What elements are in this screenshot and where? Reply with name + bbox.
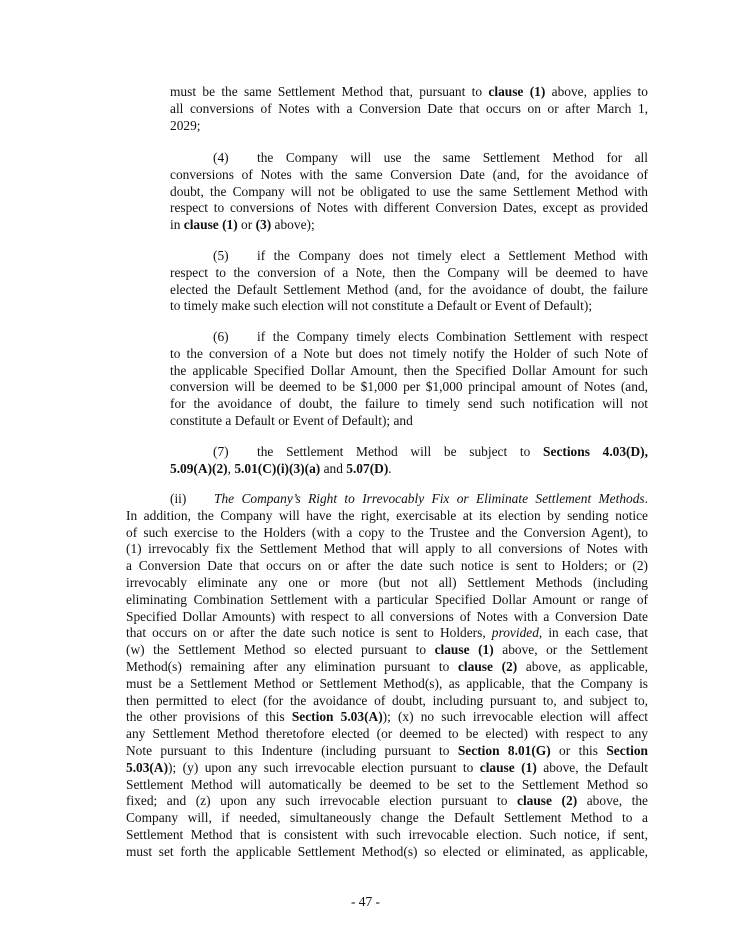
text-line: a Conversion Date that occurs on or after the date such notice is sent to Holders; or (2)	[126, 558, 648, 574]
text-line: (4) the Company will use the same Settlement Method for all	[213, 150, 648, 165]
text-line: to the conversion of a Note but does not timely notify the Holder of such Note of	[170, 345, 648, 361]
text-line: the applicable Specified Dollar Amount, then the Specified Dollar Amount for such	[170, 362, 648, 378]
text-line: Settlement Method that is consistent with such irrevocable election. Such notice, if sent,	[126, 826, 648, 842]
text-line: respect to the conversion of a Note, then the Company will be deemed to have	[170, 264, 648, 280]
text-line: 5.03(A)); (y) upon any such irrevocable election pursuant to clause (1) above, the Default	[126, 759, 649, 775]
clause-number: (5)	[213, 248, 229, 263]
clause-4	[170, 150, 648, 234]
clause-number: (6)	[213, 329, 229, 344]
text-line: respect to conversions of Notes with different Conversion Dates, except as provided	[170, 200, 648, 216]
text-line: all conversions of Notes with a Conversion Date that occurs on or after March 1,	[170, 100, 648, 116]
text-line: (1) irrevocably fix the Settlement Method that will apply to all conversions of Notes with	[126, 541, 648, 557]
text-line: the other provisions of this Section 5.03(A)); (x) no such irrevocable election will affect	[126, 709, 648, 725]
text-line: in clause (1) or (3) above);	[170, 217, 315, 233]
text-line: that occurs on or after the date such notice is sent to Holders, provided, in each case, that	[126, 625, 649, 641]
text-line: (w) the Settlement Method so elected pursuant to clause (1) above, or the Settlement	[126, 642, 648, 658]
text-line: conversion will be deemed to be $1,000 per $1,000 principal amount of Notes (and,	[170, 379, 648, 395]
text-line: (5) if the Company does not timely elect a Settlement Method with	[213, 248, 648, 263]
clause-5	[170, 248, 648, 315]
text-line: (6) if the Company timely elects Combination Settlement with respect	[213, 329, 648, 344]
clause-number: (7)	[213, 444, 229, 459]
clause-number: (4)	[213, 150, 229, 165]
text-line: of such exercise to the Holders (with a copy to the Trustee and the Conversion Agent), to	[126, 524, 648, 540]
text-line: Company will, if needed, simultaneously change the Default Settlement Method to a	[126, 810, 648, 826]
text-line: fixed; and (z) upon any such irrevocable election pursuant to clause (2) above, the	[126, 793, 648, 809]
text-line: Method(s) remaining after any elimination pursuant to clause (2) above, as applicable,	[126, 658, 648, 674]
text-line: doubt, the Company will not be obligated to use the same Settlement Method with	[170, 183, 648, 199]
text-line: (7) the Settlement Method will be subject to Sections 4.03(D),	[213, 444, 648, 459]
text-line: 5.09(A)(2), 5.01(C)(i)(3)(a) and 5.07(D).	[170, 460, 392, 476]
text-line: elected the Default Settlement Method (and, for the avoidance of doubt, the failure	[170, 281, 648, 297]
subsection-ii	[126, 491, 648, 861]
subsection-number: (ii)	[170, 491, 187, 506]
text-line: irrevocably eliminate any one or more (but not all) Settlement Methods (including	[126, 574, 648, 590]
text-line: conversions of Notes with the same Conversion Date (and, for the avoidance of	[170, 166, 648, 182]
text-line: eliminating Combination Settlement with a particular Specified Dollar Amount or range of	[126, 591, 648, 607]
text-line: Settlement Method will automatically be deemed to be set to the Settlement Method so	[126, 776, 648, 792]
page-number: - 47 -	[350, 894, 380, 909]
text-line: must set forth the applicable Settlement Method(s) so elected or eliminated, as applicable,	[126, 843, 648, 859]
text-line: 2029;	[170, 117, 201, 133]
text-line: must be the same Settlement Method that, pursuant to clause (1) above, applies to	[170, 84, 648, 99]
text-line: constitute a Default or Event of Default); and	[170, 412, 413, 428]
text-line: for the avoidance of doubt, the failure to timely send such notification will not	[170, 396, 648, 412]
subsection-heading: The Company’s Right to Irrevocably Fix or Eliminate Settlement Methods	[214, 491, 645, 506]
text-line: In addition, the Company will have the right, exercisable at its election by sending notice	[126, 507, 648, 523]
text-line: Note pursuant to this Indenture (including pursuant to Section 8.01(G) or this Section	[126, 742, 648, 758]
text-line: must be a Settlement Method or Settlement Method(s), as applicable, that the Company is	[126, 675, 648, 691]
text-line: Specified Dollar Amounts) with respect to all conversions of Notes with a Conversion Date	[126, 608, 648, 624]
paragraph-continuation	[170, 84, 648, 134]
clause-6	[170, 329, 648, 430]
clause-7	[170, 444, 648, 478]
text-line: any Settlement Method theretofore elected (or deemed to be elected) with respect to any	[126, 726, 648, 742]
text-line: to timely make such election will not constitute a Default or Event of Default);	[170, 298, 593, 314]
text-line: then permitted to elect (for the avoidance of doubt, including pursuant to, and subject to,	[126, 692, 648, 708]
text-line: (ii) The Company’s Right to Irrevocably Fix or Eliminate Settlement Methods.	[170, 491, 648, 506]
